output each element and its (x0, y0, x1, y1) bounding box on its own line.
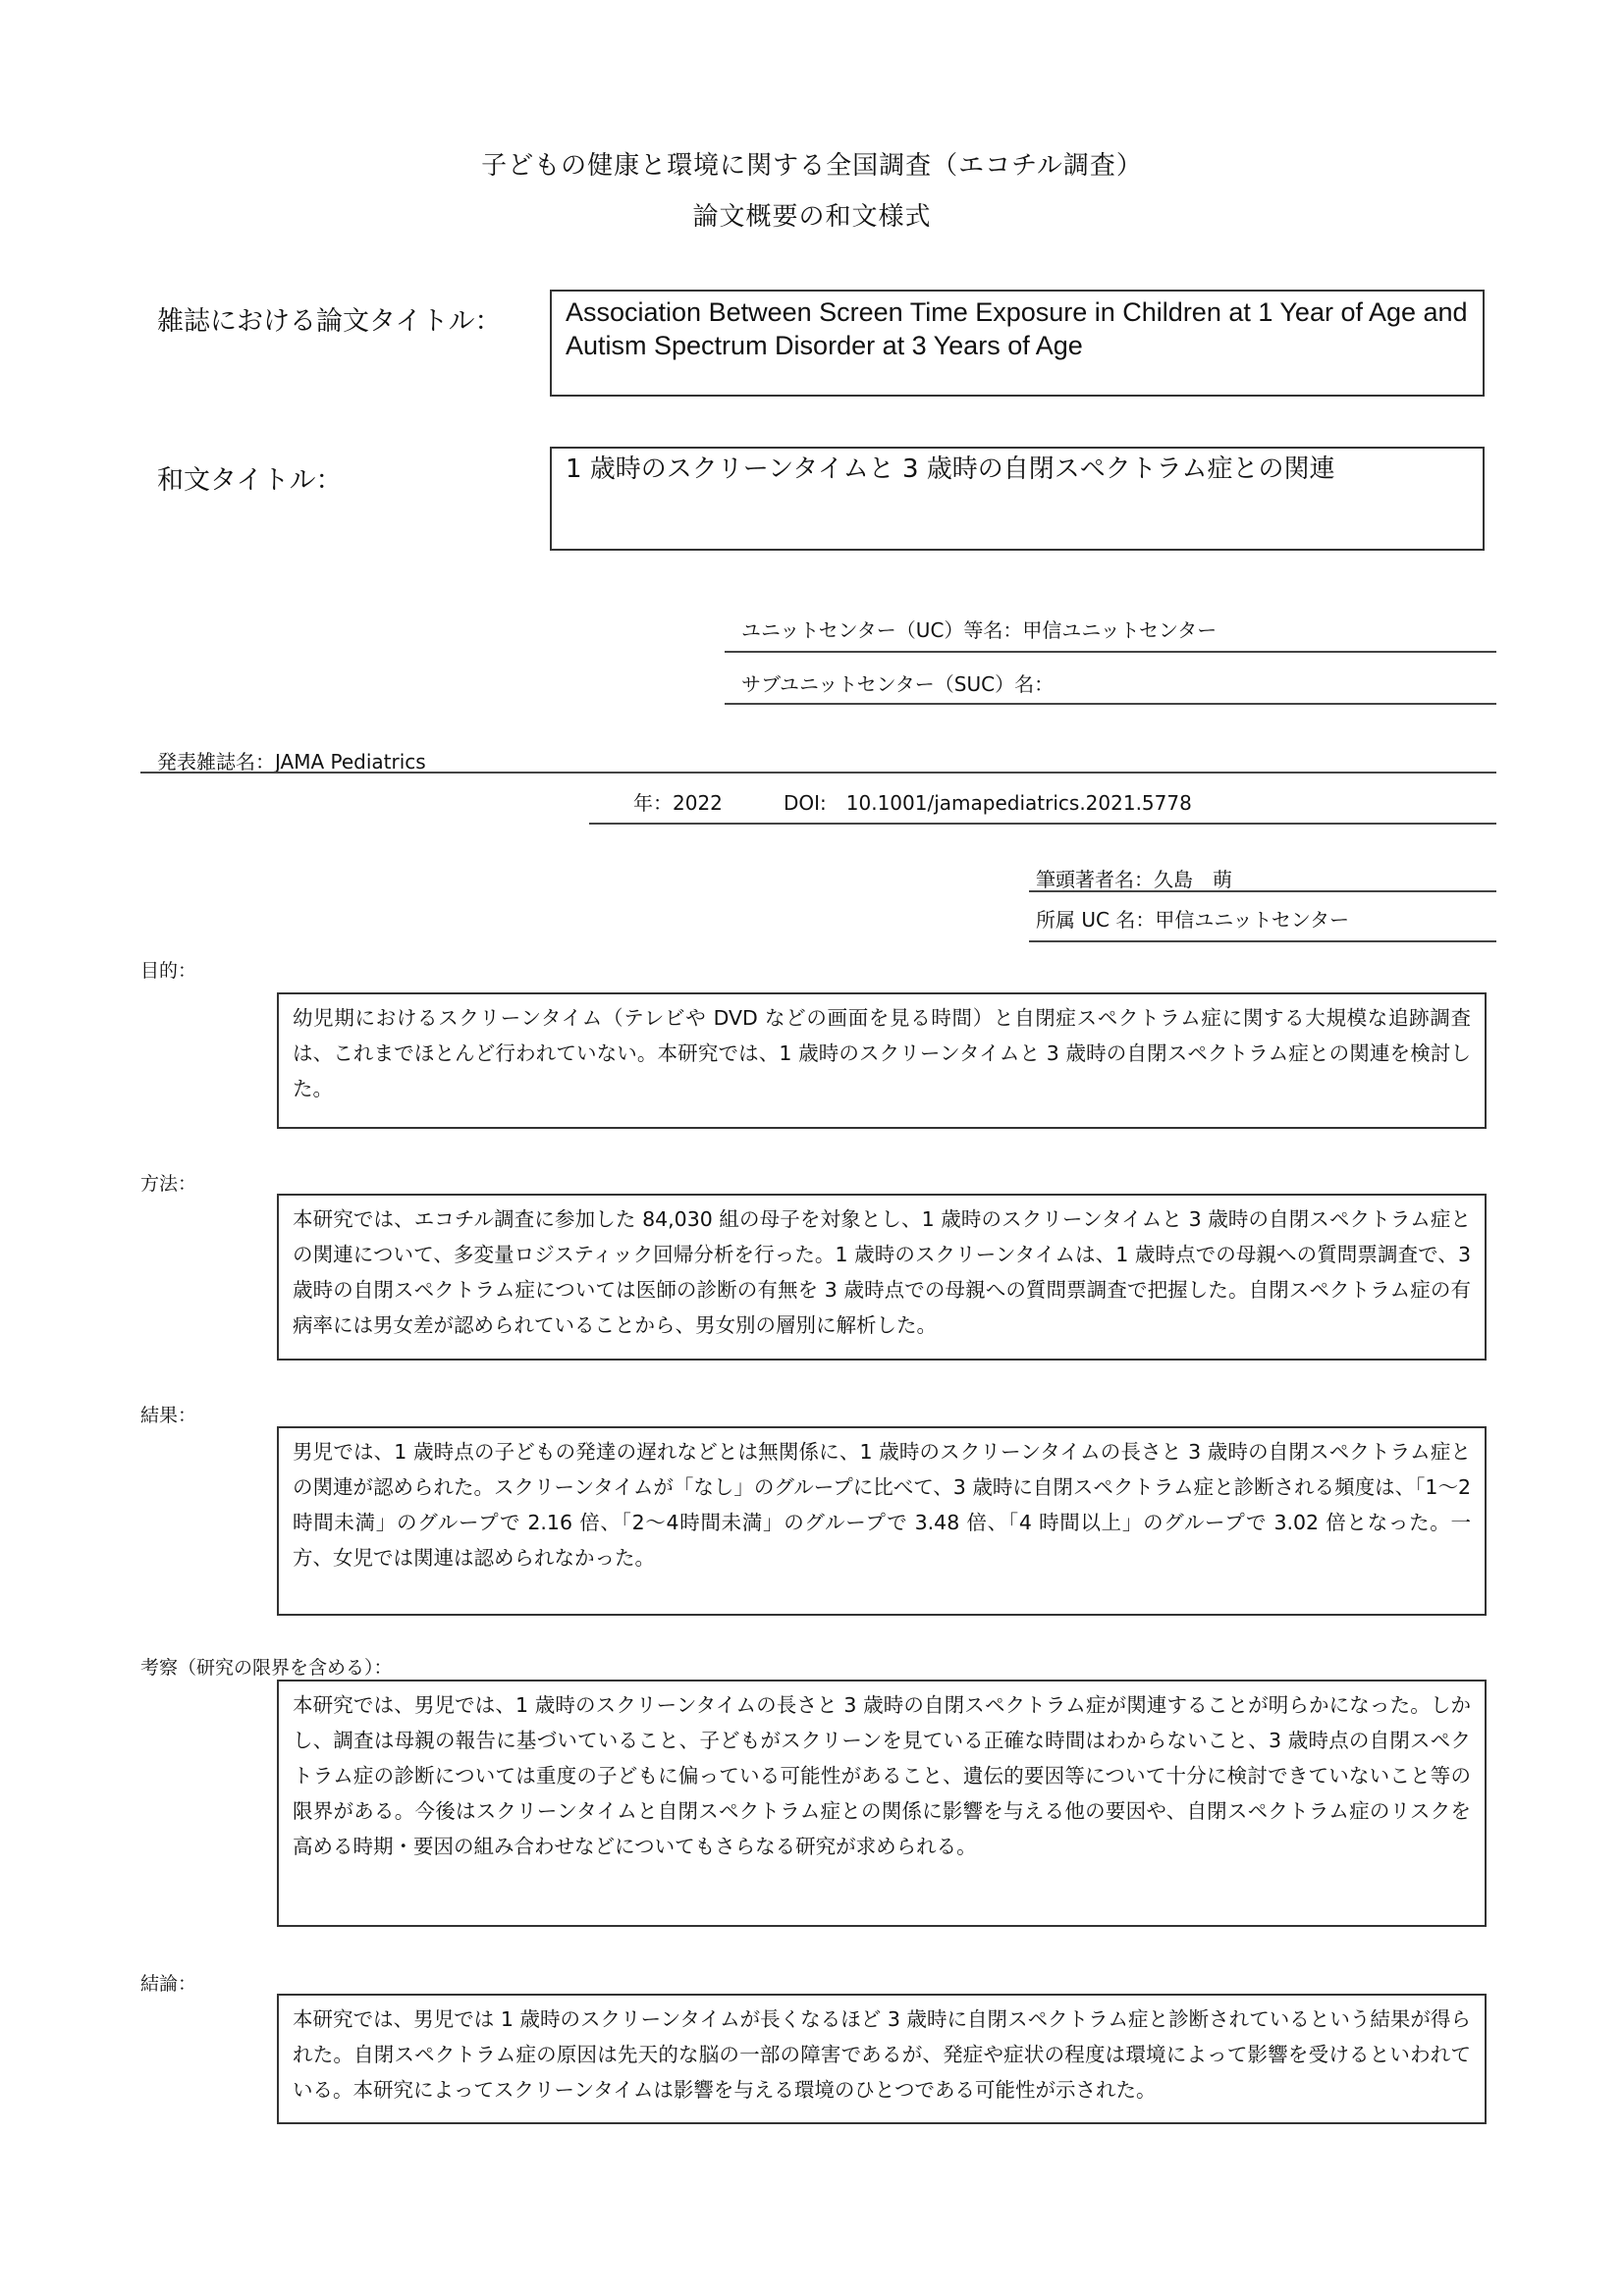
discussion-label: 考察（研究の限界を含める）： (140, 1657, 393, 1679)
conclusion-label: 結論： (140, 1973, 197, 1995)
journal-title-box (550, 290, 1485, 397)
discussion-box (277, 1680, 1487, 1927)
divider (589, 823, 1496, 825)
methods-label: 方法： (140, 1173, 197, 1195)
unit-center: ユニットセンター（UC）等名：甲信ユニットセンター (741, 618, 1218, 642)
results-text: 男児では、1 歳時点の子どもの発達の遅れなどとは無関係に、1 歳時のスクリーンタイムの長さと 3 歳時の自閉スペクトラム症との関連が認められた。スクリーンタイムが「なし」のグループに比べて、3 歳時に自閉スペクトラム症と診断される頻度は、「1～2 時間未満」のグループで 2.16 倍、「2～4時間未満」のグループで 3.48 倍、「4 時間以上」のグループで 3.02 倍となった。一方、女児では関連は認められなかった。 (293, 1440, 1471, 1570)
journal-title-label: 雑誌における論文タイトル： (157, 306, 502, 337)
document-title: 子どもの健康と環境に関する全国調査（エコチル調査） (481, 151, 1143, 181)
japanese-title-label: 和文タイトル： (157, 465, 343, 496)
document-subtitle: 論文概要の和文様式 (692, 202, 932, 232)
doi: DOI: 10.1001/jamapediatrics.2021.5778 (784, 791, 1192, 815)
conclusion-text: 本研究では、男児では 1 歳時のスクリーンタイムが長くなるほど 3 歳時に自閉スペクトラム症と診断されているという結果が得られた。自閉スペクトラム症の原因は先天的な脳の一部の障害であるが、発症や症状の程度は環境によって影響を受けるといわれている。本研究によってスクリーンタイムは影響を与える環境のひとつである可能性が示された。 (293, 2007, 1471, 2102)
first-author: 筆頭著者名：久島 萌 (1036, 868, 1232, 891)
objective-box (277, 992, 1487, 1129)
affiliation: 所属 UC 名：甲信ユニットセンター (1036, 908, 1350, 932)
results-box (277, 1426, 1487, 1616)
divider (725, 703, 1496, 705)
discussion-text: 本研究では、男児では、1 歳時のスクリーンタイムの長さと 3 歳時の自閉スペクトラム症が関連することが明らかになった。しかし、調査は母親の報告に基づいていること、子どもがスクリーンを見ている正確な時間はわからないこと、3 歳時点の自閉スペクトラム症の診断については重度の子どもに偏っている可能性があること、遺伝的要因等について十分に検討できていないこと等の限界がある。今後はスクリーンタイムと自閉スペクトラム症との関係に影響を与える他の要因や、自閉スペクトラム症のリスクを高める時期・要因の組み合わせなどについてもさらなる研究が求められる。 (293, 1693, 1471, 1858)
japanese-title-box (550, 447, 1485, 551)
methods-box (277, 1194, 1487, 1361)
publication-year: 年：2022 (633, 791, 723, 815)
results-label: 結果： (140, 1405, 197, 1426)
divider (1029, 890, 1496, 892)
conclusion-box (277, 1994, 1487, 2124)
journal-title-value: Association Between Screen Time Exposure in Children at 1 Year of Age and Autism Spectrum Disorder at 3 Years of Age (566, 297, 1468, 360)
objective-text: 幼児期におけるスクリーンタイム（テレビや DVD などの画面を見る時間）と自閉症スペクトラム症に関する大規模な追跡調査は、これまでほとんど行われていない。本研究では、1 歳時のスクリーンタイムと 3 歳時の自閉スペクトラム症との関連を検討した。 (293, 1006, 1471, 1100)
divider (725, 651, 1496, 653)
objective-label: 目的： (140, 960, 197, 982)
methods-text: 本研究では、エコチル調査に参加した 84,030 組の母子を対象とし、1 歳時のスクリーンタイムと 3 歳時の自閉スペクトラム症との関連について、多変量ロジスティック回帰分析を行った。1 歳時のスクリーンタイムは、1 歳時点での母親への質問票調査で、3 歳時の自閉スペクトラム症については医師の診断の有無を 3 歳時点での母親への質問票調査で把握した。自閉スペクトラム症の有病率には男女差が認められていることから、男女別の層別に解析した。 (293, 1207, 1471, 1337)
divider (140, 772, 1496, 774)
japanese-title-value: 1 歳時のスクリーンタイムと 3 歳時の自閉スペクトラム症との関連 (566, 454, 1335, 484)
journal-name: 発表雑誌名：JAMA Pediatrics (157, 750, 426, 774)
sub-unit-center: サブユニットセンター（SUC）名： (741, 672, 1055, 696)
divider (1029, 940, 1496, 942)
